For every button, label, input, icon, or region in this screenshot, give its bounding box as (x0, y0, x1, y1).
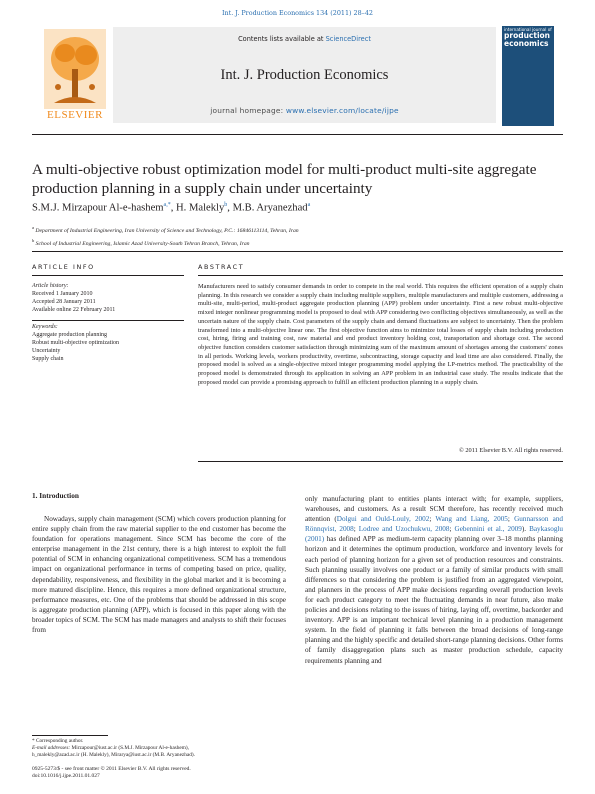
author-list: S.M.J. Mirzapour Al-e-hashem$^{a,*}$, H. Malekly$^b$, M.B. Aryanezhad$^a$ (32, 202, 311, 214)
affiliation-mark: b (32, 237, 35, 243)
citation-link[interactable]: Gebennini et al., 2009 (454, 525, 522, 534)
journal-homepage (113, 106, 496, 115)
sciencedirect-link[interactable]: ScienceDirect (325, 35, 371, 43)
affiliation-item (32, 223, 563, 236)
citation-separator: ; (507, 515, 515, 524)
keyword-item: Robust multi-objective optimization (32, 339, 119, 346)
affiliation-rule (32, 251, 563, 252)
article-info-rule (32, 275, 184, 276)
copyright-notice: © 2011 Elsevier B.V. All rights reserved. (458, 447, 563, 454)
citation-separator: ; (353, 525, 359, 534)
footnotes (32, 738, 286, 759)
author-name: H. Malekly (176, 202, 225, 214)
email-text: Mirzapour@iust.ac.ir (S.M.J. Mirzapour Al-e-hashem), (70, 745, 189, 752)
author-name: M.B. Aryanezhad (232, 202, 308, 214)
contents-prefix: Contents lists available at (238, 35, 326, 43)
section-heading-introduction: 1. Introduction (32, 491, 79, 500)
article-history (32, 283, 184, 315)
keyword-item: Aggregate production planning (32, 331, 107, 338)
history-label: Article history: (32, 283, 69, 289)
body-text: only manufacturing plant to entities plants interact with; for example, suppliers, warehouses, and customers. As a result SCM therefore, has recently received much attention ( (305, 495, 563, 524)
contents-box (113, 27, 496, 123)
issn-line: 0925-5273/$ - see front matter © 2011 Elsevier B.V. All rights reserved. (32, 766, 191, 772)
affiliation-text: Department of Industrial Engineering, Iran University of Science and Technology, P.C.: 16846113114, Tehran, Iran (35, 227, 299, 234)
cover-small-text: international journal of (504, 27, 552, 32)
journal-masthead (40, 21, 555, 134)
journal-cover-text (504, 27, 552, 48)
body-text: ). (521, 525, 530, 534)
keywords-rule (32, 320, 184, 321)
author-name: S.M.J. Mirzapour Al-e-hashem (32, 202, 164, 214)
abstract-bottom-rule (198, 461, 563, 462)
keywords-label: Keywords: (32, 324, 58, 330)
keyword-item: Supply chain (32, 355, 64, 362)
article-title: A multi-objective robust optimization model for multi-product multi-site aggregate production planning in a supply chain under uncertainty (32, 161, 537, 197)
cover-big-text-1: production (504, 31, 551, 40)
email-label: E-mail addresses: (32, 745, 71, 752)
body-text: has defined APP as medium-term capacity planning over 3–18 months planning horizon and it determines the optimum production, workforce and inventory levels for each period of planning horizon for a given set of production resources and constraints. Such planning usually involves one product or a family of similar products with small differences so that considering the problem is justified from an aggregated viewpoint, and planners in the process of APP make decisions regarding overall production levels for each product category to meet the fluctuating demands in near future, also make policies and decisions relating to the issues of hiring, laying off, overtime, backorder and inventory. APP is an important technical level planning in a production management system. In the field of planning it falls between the broad decisions of long-range planning and the highly specific and detailed short-range planning decisions. Other forms of family disaggregation plans such as master production schedule, capacity requirements planning and (305, 535, 563, 665)
contents-line (113, 35, 496, 43)
journal-title: Int. J. Production Economics (220, 67, 389, 83)
keyword-item: Uncertainty (32, 347, 61, 354)
homepage-link[interactable]: www.elsevier.com/locate/ijpe (285, 106, 399, 115)
affiliation-text: School of Industrial Engineering, Islamic Azad University-South Tehran Branch, Tehran, Iran (35, 240, 250, 247)
citation-link[interactable]: Wang and Liang, 2005 (435, 515, 508, 524)
citation-link[interactable]: Gunnarsson and Rönnqvist, 2008 (305, 515, 564, 534)
doi-line: doi:10.1016/j.ijpe.2011.01.027 (32, 773, 100, 780)
body-column-right (305, 494, 563, 666)
abstract-rule (198, 275, 563, 276)
abstract-text: Manufacturers need to satisfy consumer demands in order to compete in the real world. This requires the efficient operation of a supply chain planning. In this research we consider a supply chain including multiple suppliers, multiple manufacturers and multiple customers, addressing a multi-site, multi-period, multi-product aggregate production planning (APP) problem under uncertainty. First a new robust multi-objective mixed integer nonlinear programming model is proposed to deal with APP considering two conflicting objectives simultaneously, as well as the uncertain nature of the supply chain. Cost parameters of the supply chain and demand fluctuations are subject to uncertainty. Then the problem transformed into a multi-objective linear one. The first objective function aims to minimize total losses of supply chain including production cost, hiring, firing and training cost, raw material and end product inventory holding cost, transportation and shortage cost. The second objective function considers customer satisfaction through minimizing sum of the maximum amount of shortages among the customers' zones in all periods. Working levels, workers productivity, overtime, subcontracting, storage capacity and lead time are also considered. Finally, the proposed model is solved as a single-objective mixed integer programming model applying the LP-metrics method. The practicability of the proposed model is demonstrated through its application in solving an APP problem in an industrial case study. The results indicate that the proposed model can provide a promising approach to fulfill an efficient production planning in a supply chain. (198, 283, 563, 386)
running-head: Int. J. Production Economics 134 (2011) 28–42 (221, 9, 373, 17)
body-column-left: Nowadays, supply chain management (SCM) which covers production planning for entire supply chain from the raw material supplier to the end customer has become the foundation for operations management. Since SCM has become the core of the enterprise management in the 21st century, there is a high interest to exploit the full potential of SCM in enhancing organizational competitiveness. SCM has a tremendous impact on organizational performance in terms of competing based on price, quality, dependability, responsiveness, and flexibility in the global market and it is becoming a more matured discipline. Hence, this requires a more defined organizational structure, performance measures, etc. One of the problems that should be addressed in this scope is aggregate production planning (APP), which is focused in this paper along with the broader topics of SCM. The SCM has made managers and analysts to shift their focuses from (32, 515, 286, 635)
citation-link[interactable]: Lodree and Uzochukwu, 2008 (358, 525, 450, 534)
citation-separator: ; (429, 515, 436, 524)
publisher-name: ELSEVIER (47, 109, 103, 121)
author-affiliation-mark[interactable]: b (224, 202, 228, 208)
corresponding-author-note: * Corresponding author. (32, 738, 84, 744)
online-date: Available online 22 February 2011 (32, 306, 116, 313)
citation-link[interactable]: Dolgui and Ould-Louly, 2002 (336, 515, 430, 524)
masthead-rule (32, 134, 563, 135)
article-info-heading: ARTICLE INFO (32, 263, 95, 271)
citation-separator: ; (449, 525, 455, 534)
affiliations (32, 223, 563, 249)
received-date: Received 1 January 2010 (32, 290, 93, 297)
accepted-date: Accepted 28 January 2011 (32, 298, 96, 305)
homepage-prefix: journal homepage: (210, 106, 286, 115)
cover-big-text-2: economics (504, 39, 549, 48)
footnote-rule (32, 735, 108, 736)
issn-doi (32, 766, 286, 780)
keywords (32, 324, 184, 364)
author-affiliation-mark[interactable]: a (307, 202, 311, 208)
affiliation-mark: a (32, 225, 34, 230)
affiliation-item (32, 236, 563, 249)
email-line: h_malekly@azad.ac.ir (H. Malekly), Mirarya@iust.ac.ir (M.B. Aryanezhad). (32, 752, 196, 759)
author-affiliation-mark[interactable]: a,* (163, 202, 171, 208)
citation-link[interactable]: Baykasoglu (2001) (305, 525, 564, 544)
abstract-heading: ABSTRACT (198, 263, 245, 271)
